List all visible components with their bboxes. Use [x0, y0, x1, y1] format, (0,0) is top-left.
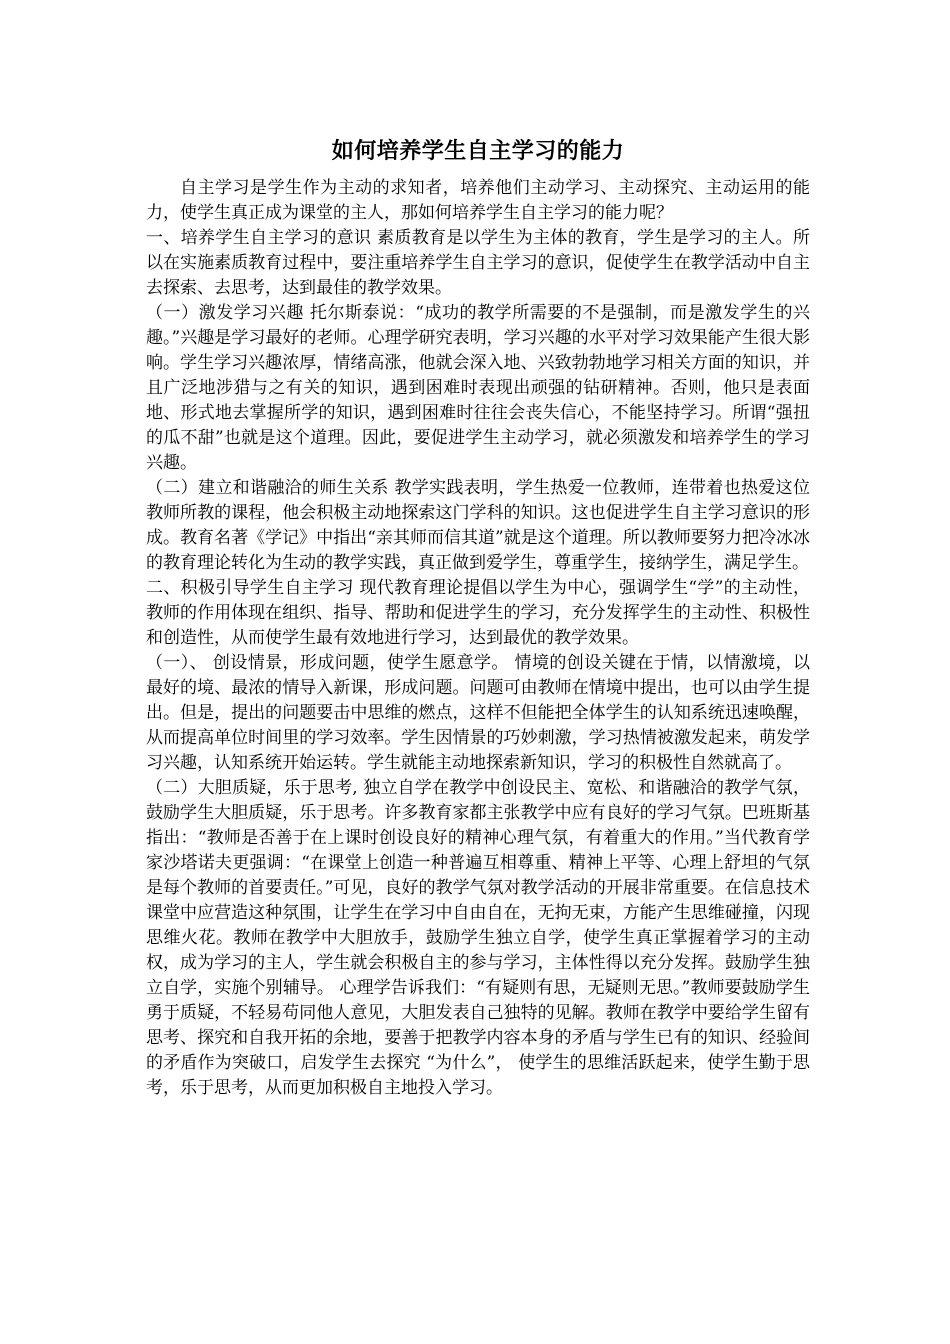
paragraph-section-2-1: （一）、 创设情景，形成问题，使学生愿意学。 情境的创设关键在于情，以情激境，以最好的境、最浓的情导入新课，形成问题。问题可由教师在情境中提出，也可以由学生提出。但是，提出的问题要击中思维的燃点，这样不但能把全体学生的认知系统迅速唤醒，从而提高单位时间里的学习效率。学生因情景的巧妙刺激，学习热情被激发起来，萌发学习兴趣，认知系统开始运转。学生就能主动地探索新知识，学习的积极性自然就高了。	[146, 653, 810, 773]
paragraph-section-2-2: （二）大胆质疑，乐于思考, 独立自学在教学中创设民主、宽松、和谐融洽的教学气氛，鼓励学生大胆质疑，乐于思考。许多教育家都主张教学中应有良好的学习气氛。巴班斯基指出：“教师是否善于在上课时创设良好的精神心理气氛，有着重大的作用。”当代教育学家沙塔诺夫更强调：“在课堂上创造一种普遍互相尊重、精神上平等、心理上舒坦的气氛是每个教师的首要责任。”可见，良好的教学气氛对教学活动的开展非常重要。在信息技术课堂中应营造这种氛围，让学生在学习中自由自在，无拘无束，方能产生思维碰撞，闪现思维火花。教师在教学中大胆放手，鼓励学生独立自学，使学生真正掌握着学习的主动权，成为学习的主人，学生就会积极自主的参与学习，主体性得以充分发挥。鼓励学生独立自学，实施个别辅导。 心理学告诉我们：“有疑则有思，无疑则无思。”教师要鼓励学生勇于质疑，不轻易苟同他人意见，大胆发表自己独特的见解。教师在教学中要给学生留有思考、探究和自我开拓的余地，要善于把教学内容本身的矛盾与学生已有的知识、经验间的矛盾作为突破口，启发学生去探究 “为什么”， 使学生的思维活跃起来，使学生勤于思考，乐于思考，从而更加积极自主地投入学习。	[146, 778, 810, 1098]
document-page	[146, 132, 810, 1101]
paragraph-intro: 自主学习是学生作为主动的求知者，培养他们主动学习、主动探究、主动运用的能力，使学生真正成为课堂的主人，那如何培养学生自主学习的能力呢？	[146, 178, 810, 223]
document-title: 如何培养学生自主学习的能力	[331, 139, 625, 164]
paragraph-section-1-2: （二）建立和谐融洽的师生关系 教学实践表明，学生热爱一位教师，连带着也热爱这位教师所教的课程，他会积极主动地探索这门学科的知识。这也促进学生自主学习意识的形成。教育名著《学记》中指出“亲其师而信其道”就是这个道理。所以教师要努力把冷冰冰的教育理论转化为生动的教学实践，真正做到爱学生，尊重学生，接纳学生，满足学生。	[146, 478, 810, 573]
paragraph-section-2: 二、积极引导学生自主学习 现代教育理论提倡以学生为中心，强调学生“学”的主动性，教师的作用体现在组织、指导、帮助和促进学生的学习，充分发挥学生的主动性、积极性和创造性，从而使学生最有效地进行学习，达到最优的教学效果。	[146, 578, 810, 648]
paragraph-section-1: 一、培养学生自主学习的意识 素质教育是以学生为主体的教育，学生是学习的主人。所以在实施素质教育过程中，要注重培养学生自主学习的意识，促使学生在教学活动中自主去探索、去思考，达到最佳的教学效果。	[146, 228, 810, 298]
paragraph-section-1-1: （一）激发学习兴趣 托尔斯泰说：“成功的教学所需要的不是强制，而是激发学生的兴趣。”兴趣是学习最好的老师。心理学研究表明，学习兴趣的水平对学习效果能产生很大影响。学生学习兴趣浓厚，情绪高涨，他就会深入地、兴致勃勃地学习相关方面的知识，并且广泛地涉猎与之有关的知识，遇到困难时表现出顽强的钻研精神。否则，他只是表面地、形式地去掌握所学的知识，遇到困难时往往会丧失信心，不能坚持学习。所谓“强扭的瓜不甜”也就是这个道理。因此，要促进学生主动学习，就必须激发和培养学生的学习兴趣。	[146, 303, 810, 473]
